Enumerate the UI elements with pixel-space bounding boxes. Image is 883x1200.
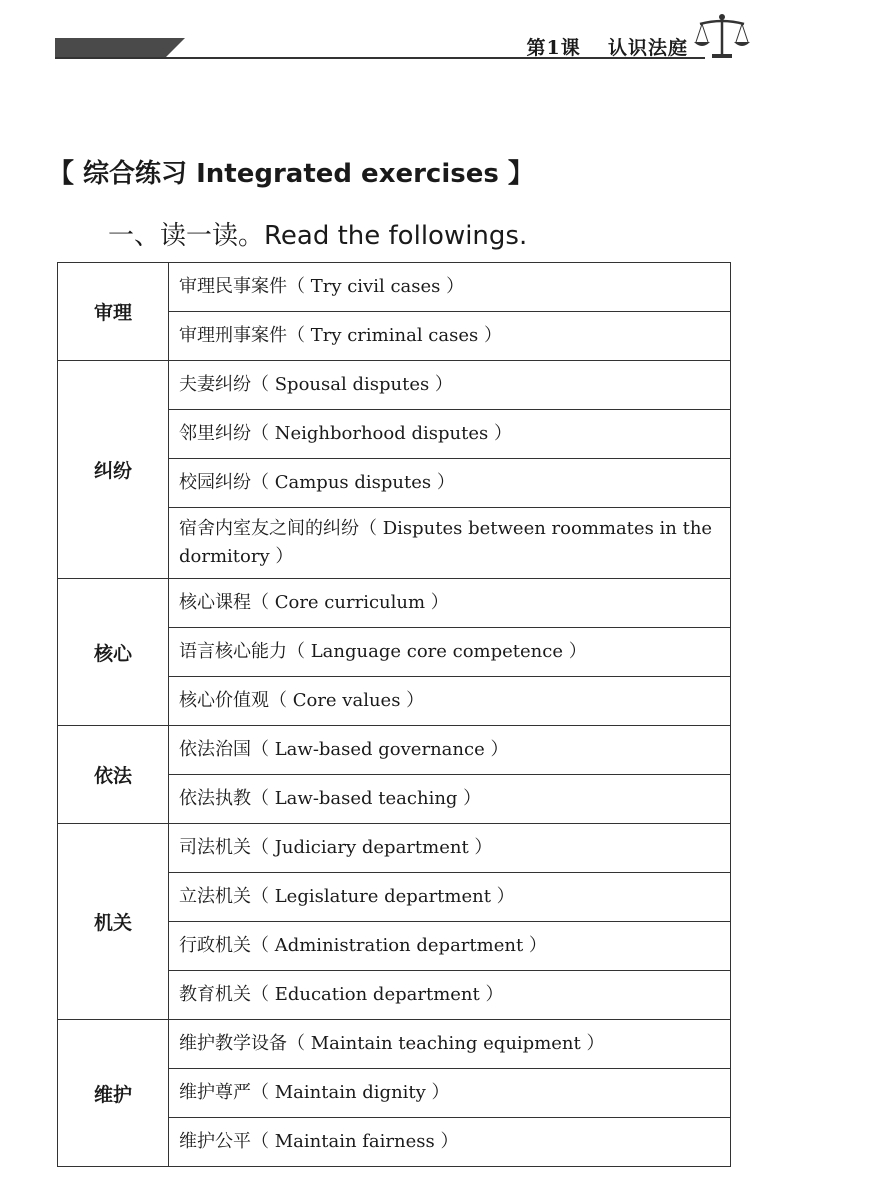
phrase-cell: 审理民事案件（ Try civil cases ） (169, 263, 731, 312)
table-row (58, 361, 731, 410)
phrase-cell: 核心课程（ Core curriculum ） (169, 579, 731, 628)
phrase-cell: 行政机关（ Administration department ） (169, 922, 731, 971)
phrase-cell: 核心价值观（ Core values ） (169, 677, 731, 726)
phrase-cell: 依法执教（ Law-based teaching ） (169, 775, 731, 824)
category-cell: 维护 (58, 1020, 169, 1167)
table-row (58, 263, 731, 312)
phrase-cell: 依法治国（ Law-based governance ） (169, 726, 731, 775)
section-title: 【 综合练习 Integrated exercises 】 (48, 159, 534, 189)
category-cell: 审理 (58, 263, 169, 361)
lesson-number: 第1课 (526, 37, 581, 59)
category-cell: 机关 (58, 824, 169, 1020)
table-row (58, 726, 731, 775)
phrase-cell: 立法机关（ Legislature department ） (169, 873, 731, 922)
phrase-cell: 校园纠纷（ Campus disputes ） (169, 459, 731, 508)
table-row (58, 579, 731, 628)
lesson-header (527, 33, 689, 60)
scales-of-justice-icon (692, 12, 752, 62)
phrase-cell: 教育机关（ Education department ） (169, 971, 731, 1020)
category-cell: 核心 (58, 579, 169, 726)
phrase-cell: 维护尊严（ Maintain dignity ） (169, 1069, 731, 1118)
category-cell: 依法 (58, 726, 169, 824)
phrase-cell: 审理刑事案件（ Try criminal cases ） (169, 312, 731, 361)
table-row (58, 1020, 731, 1069)
phrase-cell: 宿舍内室友之间的纠纷（ Disputes between roommates in the dormitory ） (169, 508, 731, 579)
header-band (55, 38, 165, 58)
phrase-cell: 维护教学设备（ Maintain teaching equipment ） (169, 1020, 731, 1069)
phrase-cell: 司法机关（ Judiciary department ） (169, 824, 731, 873)
vocabulary-table (57, 262, 731, 1167)
phrase-cell: 语言核心能力（ Language core competence ） (169, 628, 731, 677)
table-row (58, 824, 731, 873)
lesson-title: 认识法庭 (607, 37, 688, 59)
phrase-cell: 邻里纠纷（ Neighborhood disputes ） (169, 410, 731, 459)
phrase-cell: 夫妻纠纷（ Spousal disputes ） (169, 361, 731, 410)
exercise-instruction: 一、读一读。Read the followings. (108, 221, 528, 251)
phrase-cell: 维护公平（ Maintain fairness ） (169, 1118, 731, 1167)
category-cell: 纠纷 (58, 361, 169, 579)
